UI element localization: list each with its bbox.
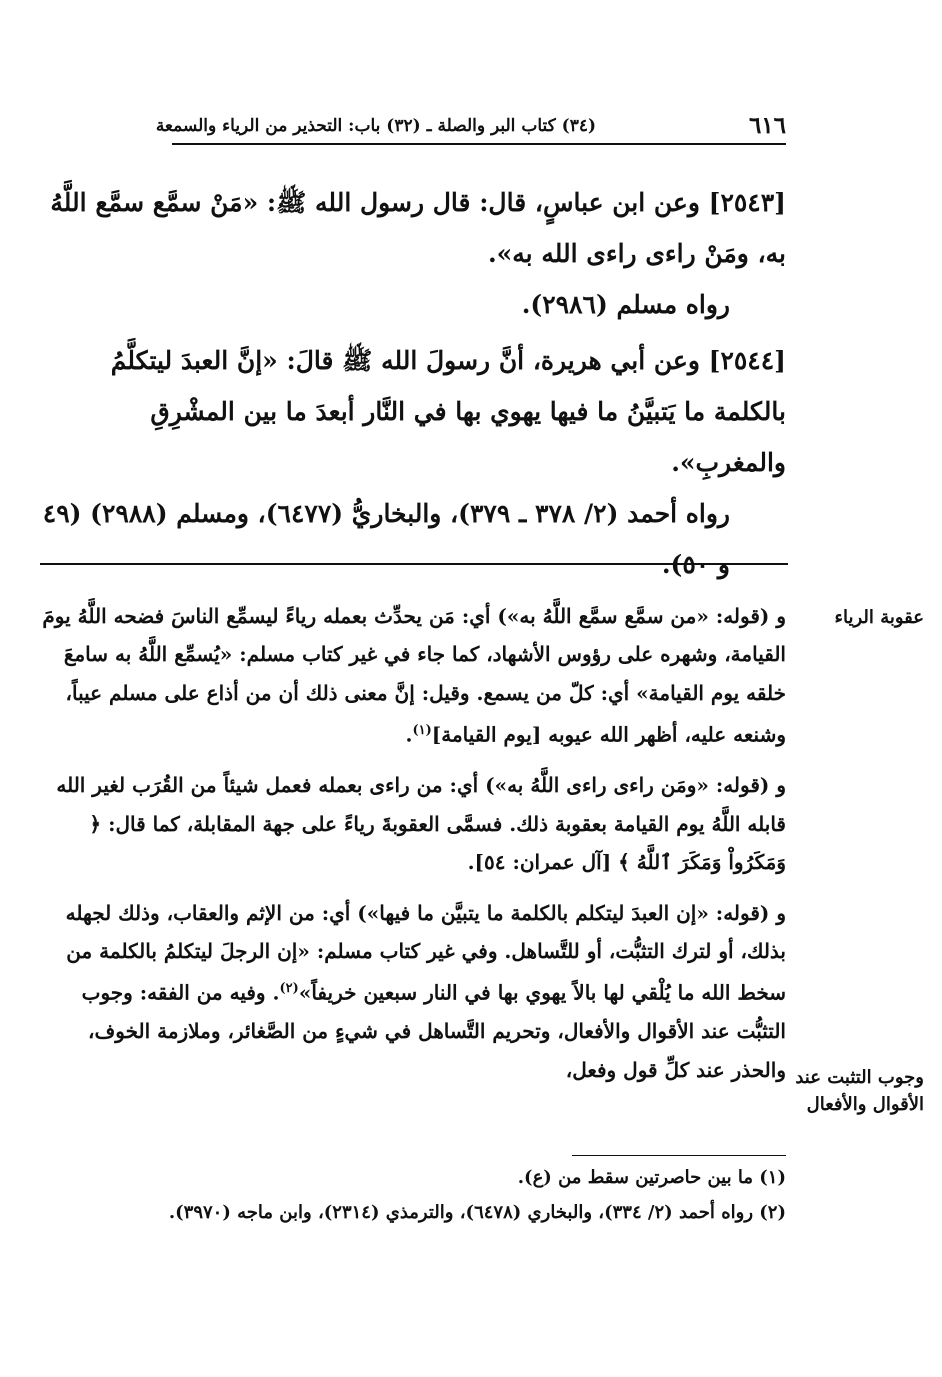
margin-note-verification: وجوب التثبت عند الأقوال والأفعال (795, 1067, 924, 1115)
footnote-item: (١) ما بين حاصرتين سقط من (ع). (517, 1167, 786, 1188)
running-title: (٣٤) كتاب البر والصلة ـ (٣٢) باب: التحذير من الرياء والسمعة (155, 116, 596, 136)
section-divider (40, 563, 788, 565)
page-header (155, 112, 786, 142)
commentary-paragraph: و (قوله: «من سمَّع سمَّع اللَّهُ به») أي: مَن يحدِّث بعمله رياءً ليسمِّع الناسَ فضحه اللَّهُ يومَ القيامة، وشهره على رؤوس الأشهاد، كما جاء في غير كتاب مسلم: «يُسمِّع اللَّهُ به سامعَ خلقه يوم القيامة» أي: كلّ من يسمع. وقيل: إنَّ معنى ذلك أن من أذاع على مسلم عيباً، وشنعه عليه، أظهر الله عيوبه [يوم القيامة]$^{(١)}$. (42, 604, 786, 747)
commentary (38, 597, 786, 1101)
commentary-text: و (قوله: «من سمَّع سمَّع اللَّهُ به») أي: مَن يحدِّث بعمله رياءً ليسمِّع الناسَ فضحه اللَّهُ يومَ القيامة، وشهره على رؤوس الأشهاد، كما جاء في غير كتاب مسلم: «يُسمِّع اللَّهُ به سامعَ خلقه يوم القيامة» أي: كلّ من يسمع. وقيل: إنَّ معنى ذلك أن من أذاع على مسلم عيباً، وشنعه عليه، أظهر الله عيوبه [يوم القيامة] (42, 604, 786, 747)
hadith-source: رواه أحمد (٢/ ٣٧٨ ـ ٣٧٩)، والبخاريُّ (٦٤٧٧)، ومسلم (٢٩٨٨) (٤٩ و ٥٠). (42, 499, 730, 579)
hadith-source: رواه مسلم (٢٩٨٦). (521, 290, 730, 319)
header-divider (172, 143, 786, 145)
hadith-2544 (38, 335, 786, 590)
commentary-paragraph: و (قوله: «ومَن راءى راءى اللَّهُ به») أي: من راءى بعمله فعمل شيئاً من القُرَب لغير الله قابله اللَّهُ يوم القيامة بعقوبة ذلك. فسمَّى العقوبةَ رياءً على جهة المقابلة، كما قال: ﴿ وَمَكَرُواْ وَمَكَرَ ٱللَّهُ ﴾ [آل عمران: ٥٤]. (56, 773, 786, 875)
footnote-divider (572, 1155, 786, 1156)
hadith-2543 (38, 177, 786, 330)
footnote-item: (٢) رواه أحمد (٢/ ٣٣٤)، والبخاري (٦٤٧٨)، والترمذي (٢٣١٤)، وابن ماجه (٣٩٧٠). (168, 1202, 786, 1223)
page-number: ٦١٦ (748, 112, 786, 139)
hadith-text: [٢٥٤٤] وعن أبي هريرة، أنَّ رسولَ الله ﷺ قالَ: «إنَّ العبدَ ليتكلَّمُ بالكلمة ما يَتبيَّنُ ما فيها يهوي بها في النَّار أبعدَ ما بين المشْرِقِ والمغربِ». (110, 346, 786, 477)
commentary-text: و (قوله: «إن العبدَ ليتكلم بالكلمة ما يتبيَّن ما فيها») أي: من الإثم والعقاب، وذلك لجهله بذلك، أو لترك التثبُّت، أو للتَّساهل. وفي غير كتاب مسلم: «إن الرجلَ ليتكلمُ بالكلمة من سخط الله ما يُلْقي لها بالاً يهوي بها في النار سبعين خريفاً» (65, 900, 786, 1005)
margin-note-riya: عقوبة الرياء (834, 607, 924, 628)
commentary-text: . وفيه من الفقه: وجوب التثبُّت عند الأقوال والأفعال، وتحريم التَّساهل في شيءٍ من الصَّغائر، وملازمة الخوف، والحذر عند كلِّ قول وفعل، (81, 980, 786, 1082)
hadith-text: [٢٥٤٣] وعن ابن عباسٍ، قال: قال رسول الله ﷺ: «مَنْ سمَّع سمَّع اللَّهُ به، ومَنْ راءى راءى الله به». (50, 188, 786, 268)
footnotes (38, 1160, 786, 1230)
footnote-ref[interactable]: (١) (412, 723, 432, 739)
footnote-ref[interactable]: (٢) (279, 981, 299, 997)
commentary-paragraph (38, 894, 786, 1090)
